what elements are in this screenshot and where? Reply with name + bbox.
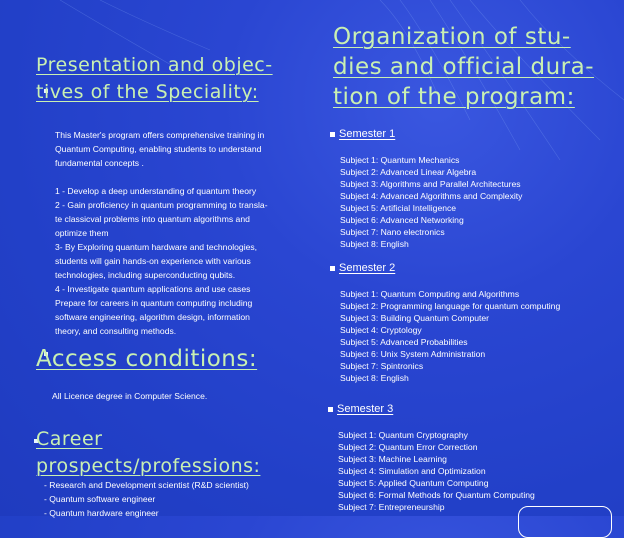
subject-item: Subject 1: Quantum Cryptography [338, 430, 468, 440]
subject-item: Subject 6: Formal Methods for Quantum Computing [338, 490, 535, 500]
semester-3-title [328, 403, 393, 415]
objective-line: theory, and consulting methods. [55, 326, 177, 336]
objective-line: Prepare for careers in quantum computing including [55, 298, 253, 308]
career-heading: Career prospects/professions: [36, 428, 261, 477]
objective-line: 4 - Investigate quantum applications and use cases [55, 284, 251, 294]
semester-3-subjects [338, 429, 535, 513]
career-list [44, 478, 324, 520]
objective-line: 3- By Exploring quantum hardware and technologies, [55, 242, 258, 252]
access-heading: Access conditions: [36, 346, 258, 372]
semester-1-subjects [340, 154, 522, 250]
semester-1-title [330, 128, 395, 140]
semester-title-label: Semester 2 [339, 262, 396, 274]
intro-line: fundamental concepts . [55, 158, 144, 168]
intro-line: Quantum Computing, enabling students to understand [55, 144, 262, 154]
subject-item: Subject 7: Entrepreneurship [338, 502, 445, 512]
square-bullet-icon [330, 132, 335, 137]
objective-line: te classicval problems into quantum algorithms and [55, 214, 250, 224]
objective-line: 1 - Develop a deep understanding of quantum theory [55, 186, 257, 196]
subject-item: Subject 8: English [340, 239, 409, 249]
semester-2-title [330, 262, 395, 274]
subject-item: Subject 2: Programming language for quantum computing [340, 301, 561, 311]
subject-item: Subject 8: English [340, 373, 409, 383]
objective-line: software engineering, algorithm design, information [55, 312, 250, 322]
subject-item: Subject 5: Advanced Probabilities [340, 337, 468, 347]
subject-item: Subject 7: Spintronics [340, 361, 424, 371]
semester-title-label: Semester 3 [337, 403, 394, 415]
subject-item: Subject 6: Advanced Networking [340, 215, 464, 225]
subject-item: Subject 4: Simulation and Optimization [338, 466, 486, 476]
subject-item: Subject 2: Advanced Linear Algebra [340, 167, 477, 177]
intro-line: This Master's program offers comprehensive training in [55, 130, 265, 140]
subject-item: Subject 3: Building Quantum Computer [340, 313, 490, 323]
career-item: - Quantum software engineer [44, 494, 156, 504]
square-bullet-icon [328, 407, 333, 412]
objective-line: students will gain hands-on experience with various [55, 256, 251, 266]
presentation-intro [55, 128, 315, 170]
subject-item: Subject 3: Algorithms and Parallel Architectures [340, 179, 521, 189]
square-bullet-icon [330, 266, 335, 271]
decorative-frame [518, 506, 612, 538]
semester-title-label: Semester 1 [339, 128, 396, 140]
subject-item: Subject 7: Nano electronics [340, 227, 445, 237]
organization-heading-line2: dies and official dura- [333, 54, 595, 80]
organization-heading-line1: Organization of stu- [333, 24, 571, 50]
organization-heading [333, 22, 613, 112]
subject-item: Subject 4: Cryptology [340, 325, 422, 335]
semester-2-subjects [340, 288, 560, 384]
subject-item: Subject 3: Machine Learning [338, 454, 447, 464]
subject-item: Subject 1: Quantum Computing and Algorithms [340, 289, 520, 299]
objective-line: 2 - Gain proficiency in quantum programming to transla- [55, 200, 268, 210]
presentation-heading [36, 52, 306, 106]
objective-line: optimize them [55, 228, 109, 238]
career-item: - Quantum hardware engineer [44, 508, 159, 518]
subject-item: Subject 5: Artificial Intelligence [340, 203, 457, 213]
objectives-list [55, 184, 320, 338]
subject-item: Subject 6: Unix System Administration [340, 349, 486, 359]
objective-line: technologies, including superconducting qubits. [55, 270, 236, 280]
subject-item: Subject 4: Advanced Algorithms and Complexity [340, 191, 523, 201]
subject-item: Subject 2: Quantum Error Correction [338, 442, 478, 452]
subject-item: Subject 1: Quantum Mechanics [340, 155, 460, 165]
organization-heading-line3: tion of the program: [333, 84, 575, 110]
presentation-heading-line1: Presentation and objec- [36, 54, 273, 76]
career-item: - Research and Development scientist (R&D scientist) [44, 480, 249, 490]
presentation-heading-line2: tives of the Speciality: [36, 81, 259, 103]
subject-item: Subject 5: Applied Quantum Computing [338, 478, 489, 488]
access-text: All Licence degree in Computer Science. [52, 391, 208, 401]
